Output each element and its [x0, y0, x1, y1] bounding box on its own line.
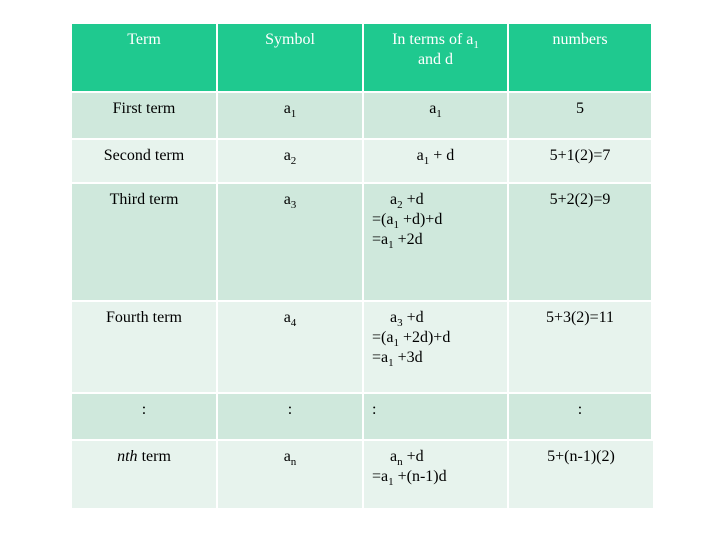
row-4-term-text: : — [141, 401, 147, 418]
row-3-symbol-sub: 4 — [290, 317, 297, 330]
header-numbers — [509, 24, 653, 91]
row-0-term — [72, 93, 218, 138]
row-2-expr-line-0: $a_2 +d$ — [390, 191, 424, 212]
row-1-term-text: Second term — [103, 147, 185, 164]
row-2-expr — [364, 184, 509, 300]
row-5-expr — [364, 441, 509, 508]
row-5-symbol-text: a — [283, 448, 291, 465]
row-0-expr-text: a — [429, 100, 437, 117]
row-1-term — [72, 140, 218, 182]
row-0-symbol — [218, 93, 364, 138]
row-4-symbol — [218, 394, 364, 439]
row-4-expr — [364, 394, 509, 439]
arithmetic-sequence-table — [72, 24, 653, 508]
row-1-expr — [364, 140, 509, 182]
row-4-expr-text: : — [372, 401, 377, 418]
row-1-expr-text: a — [416, 147, 424, 164]
row-3-symbol — [218, 302, 364, 392]
row-3-expr — [364, 302, 509, 392]
row-1-expr-sub: 1 — [423, 155, 430, 168]
row-4-symbol-text: : — [287, 401, 293, 418]
header-in-terms-label: In terms of a — [392, 31, 474, 48]
row-1-number-text: 5+1(2)=7 — [549, 147, 611, 164]
row-5-expr-line-1: $=a_1 +(n-1)d$ — [372, 468, 447, 489]
row-2-term-text: Third term — [109, 191, 179, 208]
header-term-label: Term — [127, 31, 161, 48]
row-5-term — [72, 441, 218, 508]
row-4-number — [509, 394, 653, 439]
row-3-expr-line-1: $=(a_1 +2d)+d$ — [372, 329, 451, 350]
row-2-expr-line-2: $=a_1 +2d$ — [372, 231, 423, 252]
header-in-terms-label-2: and d — [417, 51, 454, 68]
row-5-expr-line-0: $a_n +d$ — [390, 448, 424, 469]
header-in-terms — [364, 24, 509, 91]
row-3-number-text: 5+3(2)=11 — [545, 309, 615, 326]
row-3-number — [509, 302, 653, 392]
row-1-expr-rest: + d — [429, 147, 455, 164]
row-3-symbol-text: a — [283, 309, 291, 326]
row-5-term-italic: nth — [117, 448, 138, 465]
row-2-symbol-text: a — [283, 191, 291, 208]
row-0-term-text: First term — [112, 100, 176, 117]
row-0-expr-sub: 1 — [436, 108, 442, 121]
row-1-symbol-text: a — [283, 147, 291, 164]
row-3-term-text: Fourth term — [106, 309, 182, 326]
row-2-expr-line-1: $=(a_1 +d)+d$ — [372, 211, 443, 232]
row-0-symbol-sub: 1 — [290, 108, 297, 121]
row-0-number-text: 5 — [576, 100, 584, 117]
row-1-number — [509, 140, 653, 182]
header-symbol-label: Symbol — [265, 31, 315, 48]
row-0-symbol-text: a — [283, 100, 291, 117]
header-term — [72, 24, 218, 91]
header-numbers-label: numbers — [552, 31, 608, 48]
row-3-term — [72, 302, 218, 392]
row-2-term — [72, 184, 218, 300]
row-0-number — [509, 93, 653, 138]
row-2-number — [509, 184, 653, 300]
row-3-expr-line-0: $a_3 +d$ — [390, 309, 424, 330]
row-5-number — [509, 441, 653, 508]
row-4-number-text: : — [577, 401, 583, 418]
header-in-terms-sub: 1 — [473, 39, 479, 52]
header-symbol — [218, 24, 364, 91]
row-0-expr — [364, 93, 509, 138]
row-5-number-text: 5+(n-1)(2) — [547, 448, 615, 465]
row-4-term — [72, 394, 218, 439]
row-5-term-text: term — [137, 448, 171, 465]
row-1-symbol — [218, 140, 364, 182]
row-5-symbol-sub: n — [290, 456, 297, 469]
row-2-number-text: 5+2(2)=9 — [549, 191, 611, 208]
row-3-expr-line-2: $=a_1 +3d$ — [372, 349, 423, 370]
row-2-symbol — [218, 184, 364, 300]
row-5-symbol — [218, 441, 364, 508]
row-2-symbol-sub: 3 — [290, 199, 297, 212]
row-1-symbol-sub: 2 — [290, 155, 297, 168]
